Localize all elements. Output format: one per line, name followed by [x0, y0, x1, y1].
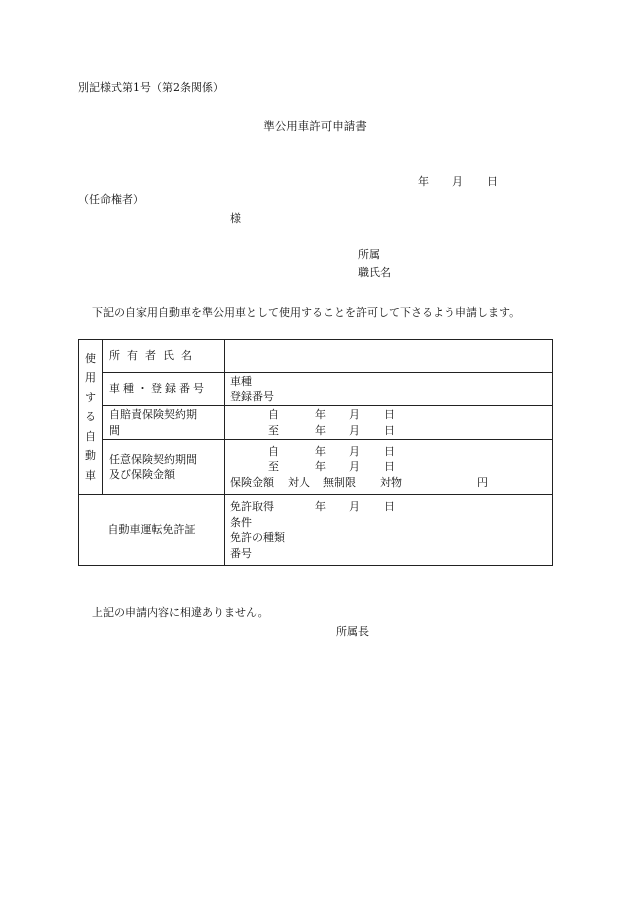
license-number-label: 番号 [230, 546, 252, 560]
to-label: 至 [268, 460, 279, 474]
year-label: 年 [315, 423, 326, 437]
group-char: 動 [85, 449, 96, 463]
owner-name-label: 所有者氏名 [103, 340, 225, 373]
to-label: 至 [268, 423, 279, 437]
vehicle-type-value[interactable] [225, 373, 553, 406]
license-label: 自動車運転免許証 [79, 495, 225, 566]
compulsory-label-line1: 自賠責保険契約期 [109, 408, 197, 421]
unlimited-label: 無制限 [323, 475, 356, 489]
day-label: 日 [384, 423, 395, 437]
vehicle-group-label [79, 340, 103, 495]
conditions-label: 条件 [230, 515, 252, 529]
year-label: 年 [315, 408, 326, 421]
owner-name-value[interactable] [225, 340, 553, 373]
from-label: 自 [268, 408, 279, 421]
day-label: 日 [384, 444, 395, 458]
group-char: 車 [85, 468, 96, 482]
license-type-label: 免許の種類 [230, 531, 285, 544]
voluntary-insurance-row [79, 440, 553, 495]
voluntary-to-row [230, 459, 552, 475]
date-day: 日 [487, 175, 498, 188]
year-label: 年 [315, 460, 326, 474]
honorific-sama: 様 [230, 212, 241, 225]
voluntary-from-row [230, 444, 552, 460]
compulsory-insurance-value[interactable] [225, 406, 553, 440]
insurance-amount-row [230, 475, 552, 491]
month-label: 月 [349, 408, 360, 421]
group-char: 自 [85, 429, 96, 443]
month-label: 月 [349, 444, 360, 458]
day-label: 日 [384, 460, 395, 474]
day-label: 日 [384, 408, 395, 421]
group-char: す [85, 390, 96, 404]
license-acquired-label: 免許取得 [230, 500, 274, 513]
confirmation-statement: 上記の申請内容に相違ありません。 [92, 606, 269, 619]
property-label: 対物 [380, 475, 402, 489]
compulsory-insurance-row [79, 406, 553, 440]
license-value[interactable] [225, 495, 553, 566]
license-row [79, 495, 553, 566]
department-chief-label: 所属長 [336, 625, 369, 638]
owner-row [79, 340, 553, 373]
document-title: 準公用車許可申請書 [263, 119, 367, 133]
voluntary-insurance-value[interactable] [225, 440, 553, 495]
month-label: 月 [349, 423, 360, 437]
compulsory-label-line2: 間 [109, 423, 120, 437]
from-label: 自 [268, 444, 279, 458]
day-label: 日 [384, 500, 395, 513]
group-char: る [85, 410, 96, 424]
voluntary-label-line2: 及び保険金額 [109, 468, 175, 481]
yen-label: 円 [477, 475, 488, 489]
month-label: 月 [349, 500, 360, 513]
date-month: 月 [452, 175, 463, 188]
year-label: 年 [315, 500, 326, 513]
vehicle-type-label: 車種・登録番号 [103, 373, 225, 406]
date-year: 年 [418, 175, 429, 188]
applicant-name-label: 職氏名 [358, 266, 391, 279]
year-label: 年 [315, 444, 326, 458]
compulsory-from-row [230, 407, 552, 423]
request-statement: 下記の自家用自動車を準公用車として使用することを許可して下さるよう申請します。 [92, 306, 521, 319]
vehicle-type-field: 車種 [230, 374, 252, 388]
voluntary-insurance-label [103, 440, 225, 495]
group-char: 用 [85, 371, 96, 385]
application-table [78, 339, 553, 566]
appointer-label: （任命権者） [78, 193, 144, 206]
applicant-dept-label: 所属 [358, 248, 380, 261]
compulsory-to-row [230, 423, 552, 439]
month-label: 月 [349, 460, 360, 474]
vehicle-row [79, 373, 553, 406]
insurance-amount-label: 保険金額 [230, 475, 274, 489]
group-char: 使 [85, 351, 96, 365]
form-number-label: 別記様式第1号（第2条関係） [78, 81, 224, 94]
license-acquired-row [230, 499, 552, 515]
reg-number-field: 登録番号 [230, 390, 274, 403]
voluntary-label-line1: 任意保険契約期間 [109, 452, 197, 466]
personal-label: 対人 [288, 475, 310, 489]
compulsory-insurance-label [103, 406, 225, 440]
